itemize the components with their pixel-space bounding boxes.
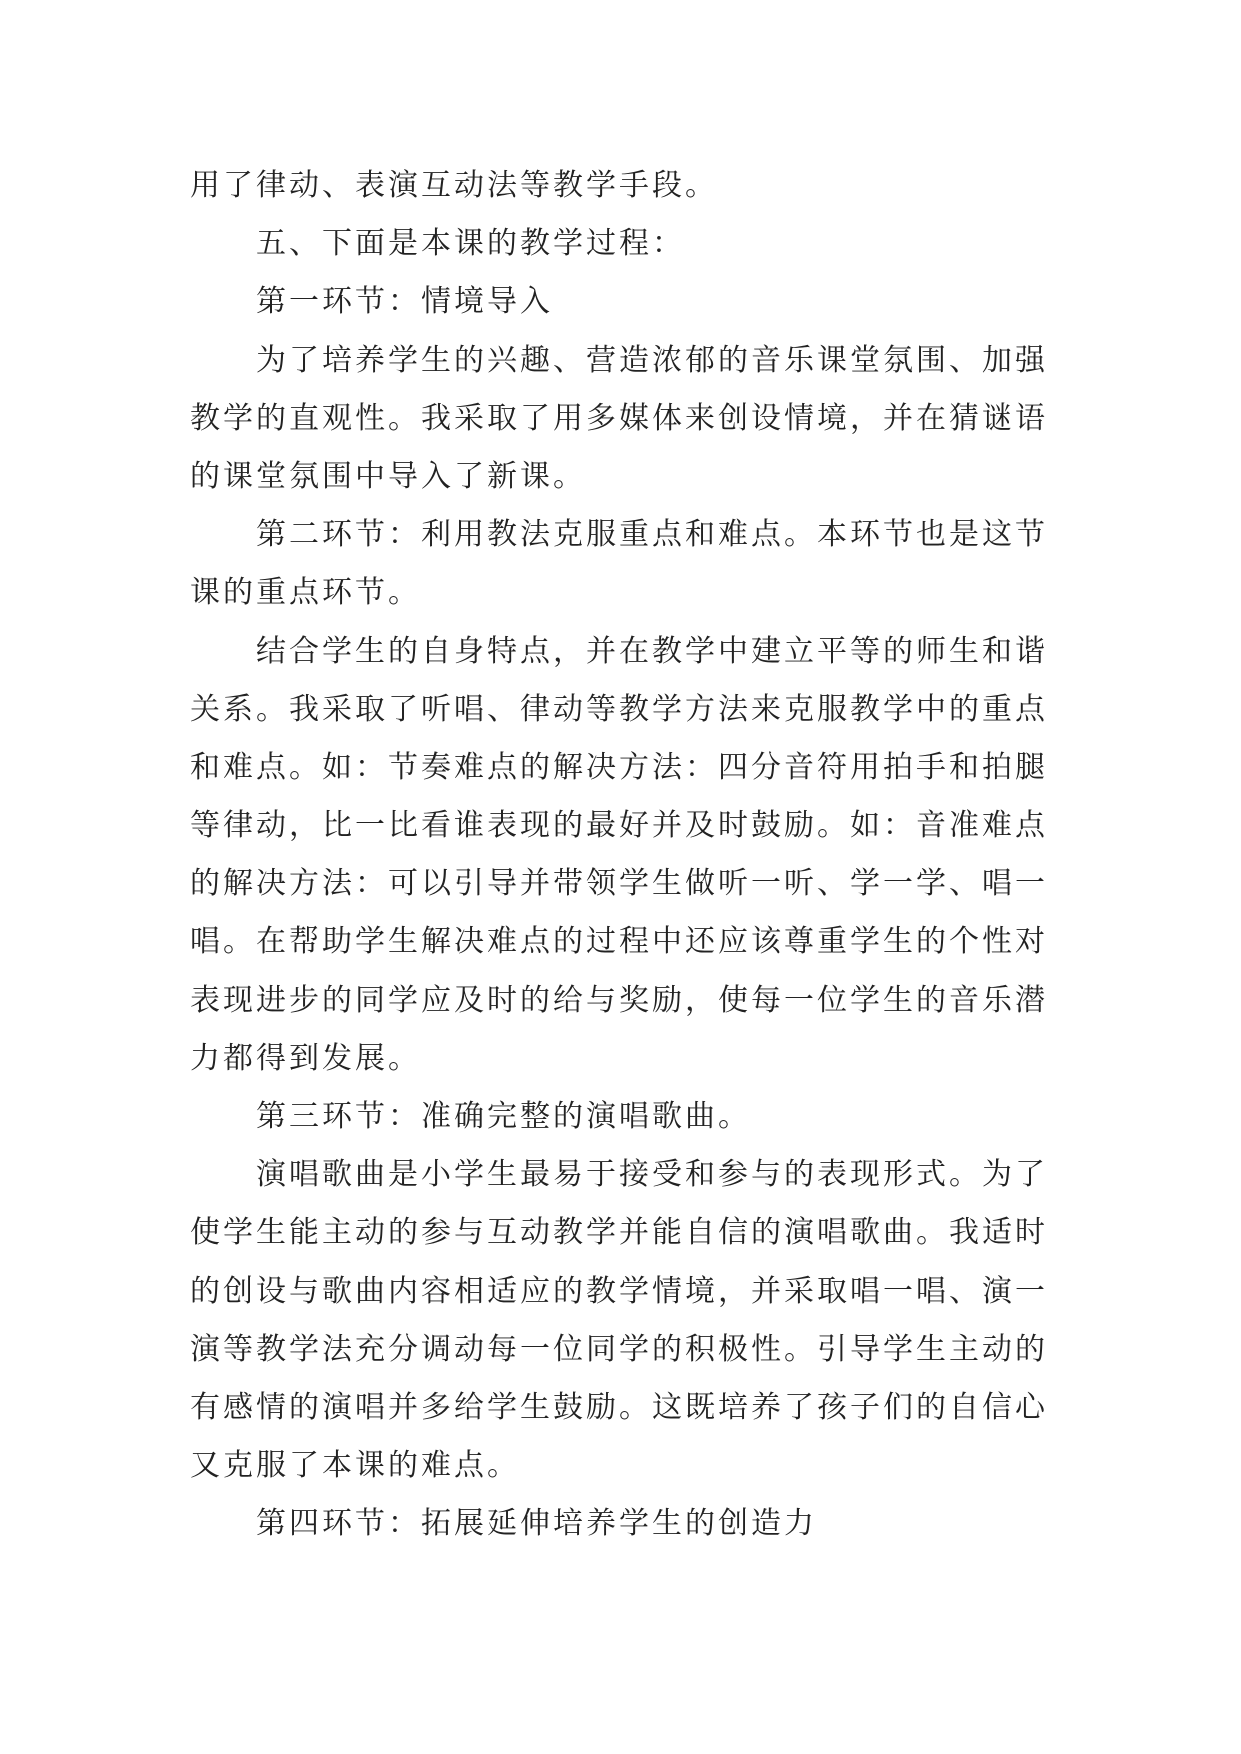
body-line: 又克服了本课的难点。 (190, 1448, 520, 1484)
paragraph-first-line: 演唱歌曲是小学生最易于接受和参与的表现形式。为了 (256, 1157, 1048, 1193)
body-line: 用了律动、表演互动法等教学手段。 (190, 168, 718, 203)
body-line: 关系。我采取了听唱、律动等教学方法来克服教学中的重点 (190, 691, 1048, 727)
body-line: 和难点。如：节奏难点的解决方法：四分音符用拍手和拍腿 (190, 749, 1048, 785)
body-line: 有感情的演唱并多给学生鼓励。这既培养了孩子们的自信心 (190, 1389, 1048, 1425)
body-line: 的解决方法：可以引导并带领学生做听一听、学一学、唱一 (190, 866, 1048, 902)
document-body (190, 157, 1070, 1554)
body-line: 的创设与歌曲内容相适应的教学情境，并采取唱一唱、演一 (190, 1273, 1048, 1309)
paragraph-first-line: 结合学生的自身特点，并在教学中建立平等的师生和谐 (256, 633, 1048, 669)
body-line: 演等教学法充分调动每一位同学的积极性。引导学生主动的 (190, 1331, 1048, 1367)
body-line: 唱。在帮助学生解决难点的过程中还应该尊重学生的个性对 (190, 924, 1048, 960)
body-line: 力都得到发展。 (190, 1040, 421, 1076)
paragraph-first-line: 为了培养学生的兴趣、营造浓郁的音乐课堂氛围、加强 (256, 342, 1048, 378)
body-line: 课的重点环节。 (190, 575, 421, 611)
section-heading: 第四环节：拓展延伸培养学生的创造力 (256, 1506, 817, 1542)
section-heading: 第三环节：准确完整的演唱歌曲。 (256, 1099, 751, 1134)
section-heading: 第二环节：利用教法克服重点和难点。本环节也是这节 (256, 517, 1048, 553)
section-heading: 第一环节：情境导入 (256, 284, 553, 320)
body-line: 教学的直观性。我采取了用多媒体来创设情境，并在猜谜语 (190, 400, 1048, 436)
body-line: 表现进步的同学应及时的给与奖励，使每一位学生的音乐潜 (190, 982, 1048, 1018)
body-line: 使学生能主动的参与互动教学并能自信的演唱歌曲。我适时 (190, 1215, 1048, 1251)
section-heading: 五、下面是本课的教学过程： (256, 226, 685, 262)
body-line: 的课堂氛围中导入了新课。 (190, 458, 586, 494)
body-line: 等律动，比一比看谁表现的最好并及时鼓励。如：音准难点 (190, 808, 1048, 844)
